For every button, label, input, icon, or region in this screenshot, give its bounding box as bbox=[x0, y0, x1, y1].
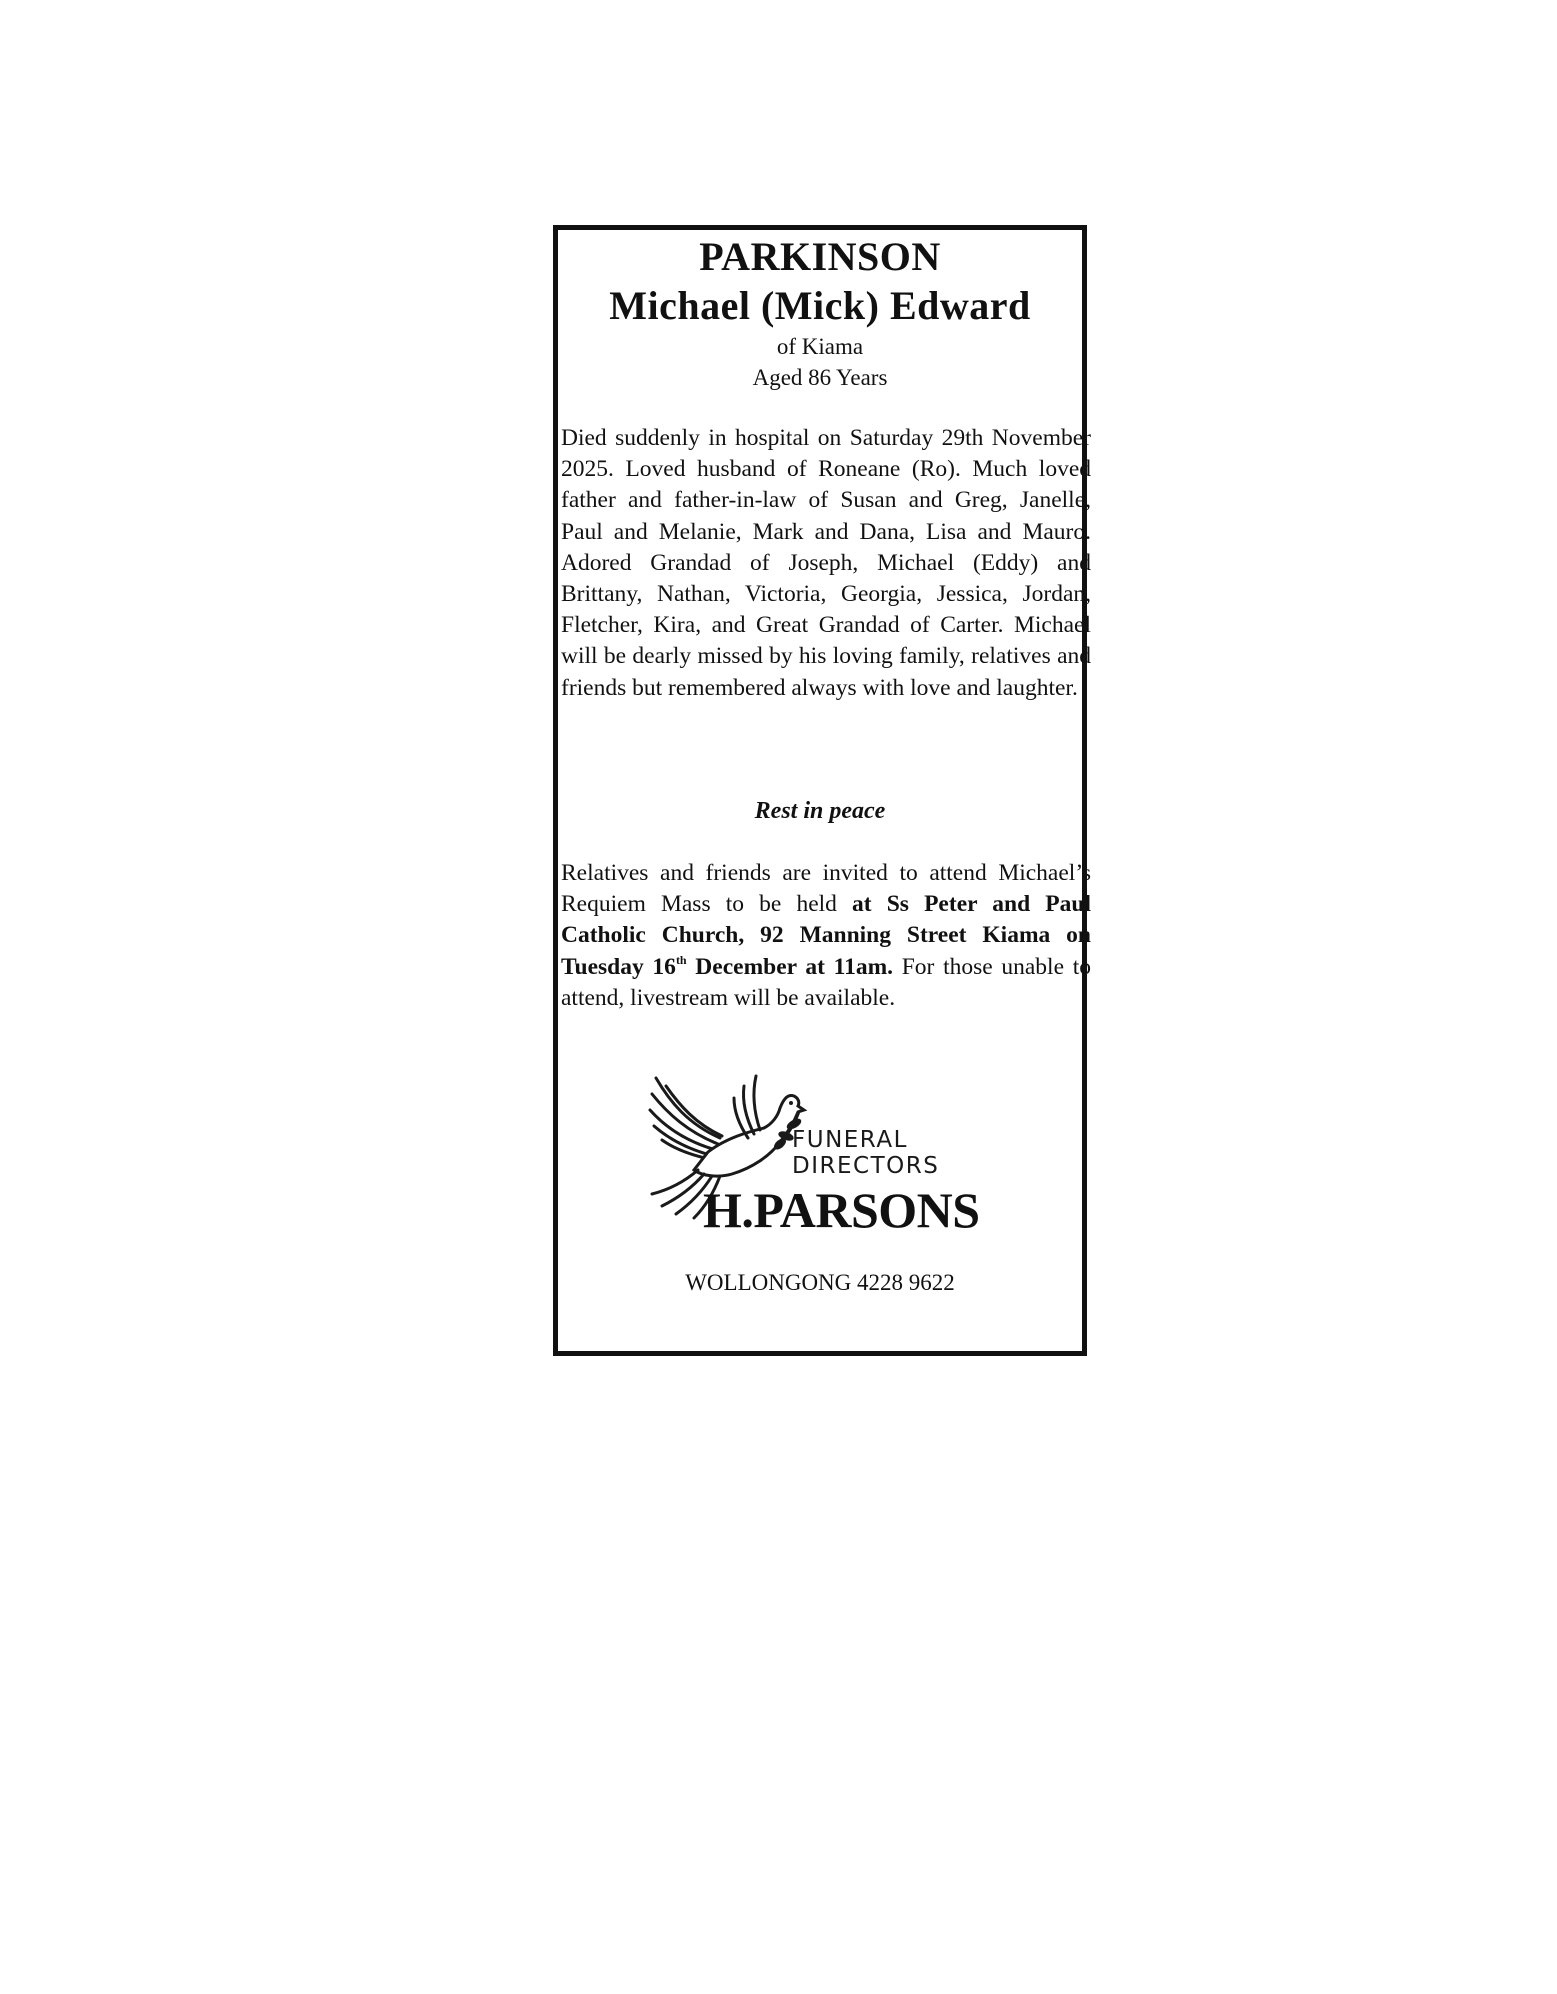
contact-phone: WOLLONGONG 4228 9622 bbox=[685, 1270, 955, 1295]
obituary-paragraph: Died suddenly in hospital on Saturday 29th November 2025. Loved husband of Roneane (Ro). Much loved father and father-in-law of Susan and Greg, Janelle, Paul and Melanie, Mark and Dana, Lisa and Mauro. Adored Grandad of Joseph, Michael (Eddy) and Brittany, Nathan, Victoria, Georgia, Jessica, Jordan, Fletcher, Kira, and Great Grandad of Carter. Michael will be dearly missed by his loving family, relatives and friends but remembered always with love and laughter. bbox=[561, 425, 1091, 701]
ordinal-suffix: th bbox=[675, 952, 687, 967]
service-time: December at 11am. bbox=[686, 953, 894, 980]
service-paragraph bbox=[561, 858, 1091, 1014]
logo-funeral-text: FUNERAL bbox=[792, 1127, 908, 1153]
logo-directors-text: DIRECTORS bbox=[792, 1153, 940, 1179]
full-name-heading: Michael (Mick) Edward bbox=[609, 283, 1031, 328]
service-location-date: at Ss Peter and Paul Catholic Church, 92 Manning Street Kiama on Tuesday 16 bbox=[561, 891, 1091, 980]
service-intro: Relatives and friends are invited to attend Michael’s Requiem Mass to be held bbox=[561, 860, 1091, 918]
service-closing: For those unable to attend, livestream will be available. bbox=[561, 953, 1091, 1011]
death-notice bbox=[553, 225, 1091, 1356]
place-of-residence: of Kiama bbox=[776, 334, 864, 359]
funeral-director-logo bbox=[648, 1072, 1008, 1238]
surname-heading: PARKINSON bbox=[699, 234, 941, 279]
logo-brand-name: H.PARSONS bbox=[703, 1182, 980, 1238]
age-line: Aged 86 Years bbox=[752, 365, 888, 390]
rest-in-peace: Rest in peace bbox=[754, 798, 886, 824]
